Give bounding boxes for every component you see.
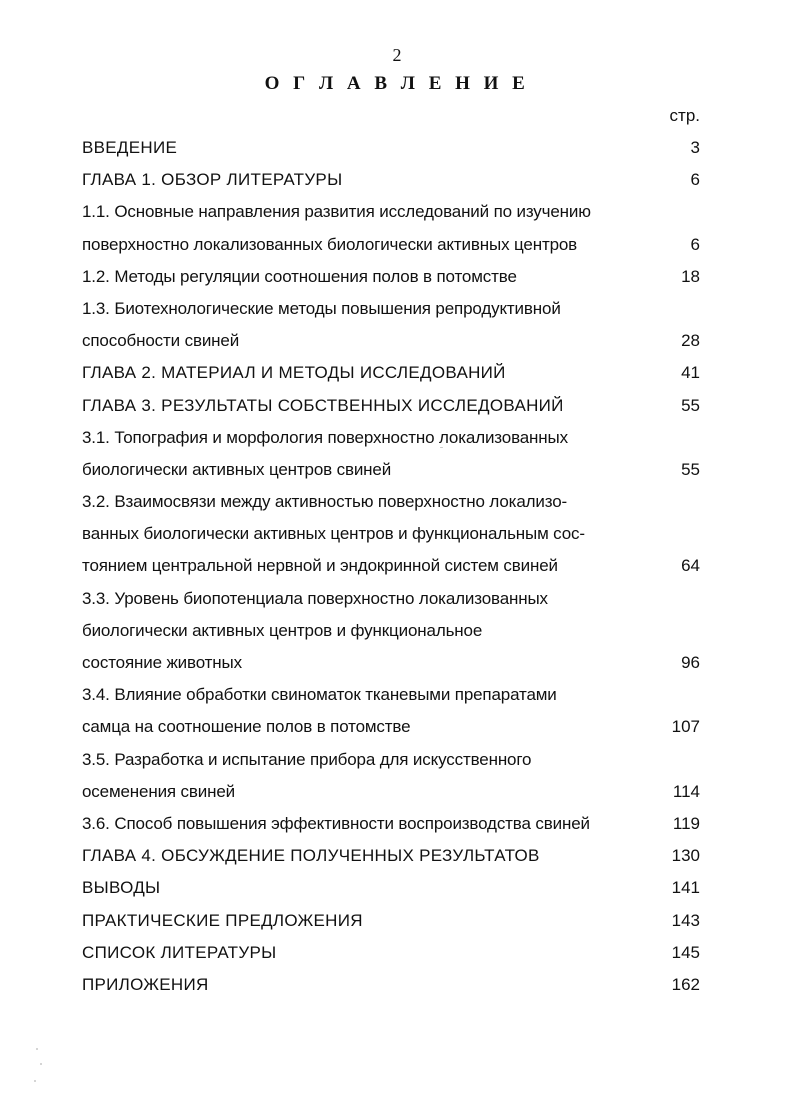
- toc-entry-line: 3.5. Разработка и испытание прибора для искусственного: [82, 749, 532, 769]
- toc-entry-page: 130: [671, 846, 700, 866]
- toc-entry-line: 1.3. Биотехнологические методы повышения репродуктивной: [82, 298, 561, 318]
- table-of-contents: [82, 132, 700, 1001]
- toc-entry-line: биологически активных центров свиней: [82, 459, 392, 479]
- toc-entry-page: 141: [671, 878, 700, 898]
- toc-entry-page: 162: [671, 974, 700, 994]
- toc-entry-line: ПРИЛОЖЕНИЯ: [82, 974, 209, 994]
- toc-entry-page: 6: [690, 234, 700, 254]
- toc-entry-title: [82, 840, 642, 872]
- toc-entry-page: 41: [681, 363, 700, 383]
- toc-entry: [82, 937, 700, 969]
- toc-entry-title: [82, 905, 642, 937]
- toc-entry-page: 114: [672, 781, 700, 801]
- toc-entry-line: ПРАКТИЧЕСКИЕ ПРЕДЛОЖЕНИЯ: [82, 910, 363, 930]
- toc-entry-line: ВВЕДЕНИЕ: [82, 138, 178, 157]
- toc-entry-page: 3: [690, 138, 700, 157]
- toc-entry-line: 1.1. Основные направления развития исследований по изучению: [82, 202, 591, 222]
- toc-title: О Г Л А В Л Е Н И Е: [264, 73, 530, 94]
- toc-entry-page: 107: [671, 717, 700, 737]
- toc-entry-title: [82, 357, 642, 389]
- toc-entry: [82, 164, 700, 196]
- toc-entry: [82, 744, 700, 808]
- toc-entry: [82, 422, 700, 486]
- toc-entry: [82, 486, 700, 583]
- toc-entry-title: [82, 164, 642, 196]
- toc-entry: [82, 261, 700, 293]
- toc-entry-title: [82, 261, 642, 293]
- toc-entry: [82, 840, 700, 872]
- toc-entry-page: 55: [681, 459, 700, 479]
- toc-entry-title: [82, 293, 642, 357]
- toc-entry-title: [82, 679, 642, 743]
- toc-entry: [82, 293, 700, 357]
- toc-entry-line: ГЛАВА 4. ОБСУЖДЕНИЕ ПОЛУЧЕННЫХ РЕЗУЛЬТАТОВ: [82, 846, 540, 866]
- toc-entry-title: [82, 486, 642, 583]
- toc-entry: [82, 905, 700, 937]
- toc-entry: [82, 196, 700, 260]
- toc-entry-line: СПИСОК ЛИТЕРАТУРЫ: [82, 942, 277, 962]
- toc-entry-line: состояние животных: [82, 653, 242, 672]
- toc-entry-line: ГЛАВА 3. РЕЗУЛЬТАТЫ СОБСТВЕННЫХ ИССЛЕДОВАНИЙ: [82, 395, 564, 415]
- scan-speck: [34, 1080, 36, 1082]
- toc-entry-line: ванных биологически активных центров и функциональным сос-: [82, 524, 585, 544]
- toc-entry-line: поверхностно локализованных биологически активных центров: [82, 234, 578, 254]
- toc-entry-page: 28: [681, 331, 700, 351]
- toc-entry-line: самца на соотношение полов в потомстве: [82, 717, 411, 737]
- toc-entry-line: ВЫВОДЫ: [82, 878, 161, 898]
- toc-entry-line: осеменения свиней: [82, 781, 236, 801]
- toc-entry-line: 3.4. Влияние обработки свиноматок тканевыми препаратами: [82, 685, 557, 705]
- toc-entry-page: 143: [671, 910, 700, 930]
- toc-entry: [82, 872, 700, 904]
- toc-entry-page: 55: [681, 395, 700, 415]
- toc-entry: [82, 583, 700, 680]
- toc-entry-title: [82, 969, 642, 1001]
- toc-entry-line: ГЛАВА 1. ОБЗОР ЛИТЕРАТУРЫ: [82, 170, 343, 190]
- toc-entry-title: [82, 196, 642, 260]
- toc-entry-line: 1.2. Методы регуляции соотношения полов в потомстве: [82, 266, 517, 286]
- toc-entry-line: 3.2. Взаимосвязи между активностью поверхностно локализо-: [82, 492, 568, 512]
- toc-entry: [82, 132, 700, 164]
- page-column-label: стр.: [669, 106, 700, 125]
- toc-entry-line: 3.3. Уровень биопотенциала поверхностно локализованных: [82, 588, 548, 608]
- toc-entry: [82, 969, 700, 1001]
- toc-entry-title: [82, 872, 642, 904]
- toc-entry-line: ГЛАВА 2. МАТЕРИАЛ И МЕТОДЫ ИССЛЕДОВАНИЙ: [82, 363, 506, 383]
- scan-speck: [440, 447, 443, 448]
- toc-entry-title: [82, 422, 642, 486]
- toc-entry: [82, 357, 700, 389]
- toc-entry-title: [82, 583, 642, 680]
- toc-entry-line: биологически активных центров и функциональное: [82, 620, 483, 640]
- toc-entry-line: тоянием центральной нервной и эндокринной систем свиней: [82, 556, 558, 576]
- page-number: 2: [392, 45, 402, 65]
- toc-entry-page: 64: [681, 556, 700, 576]
- scan-speck: [40, 1063, 42, 1065]
- toc-entry-title: [82, 390, 642, 422]
- toc-entry: [82, 390, 700, 422]
- toc-entry-page: 145: [671, 942, 700, 962]
- toc-entry-page: 96: [681, 653, 700, 672]
- toc-entry-title: [82, 808, 642, 840]
- toc-entry-page: 6: [690, 170, 700, 190]
- toc-entry: [82, 679, 700, 743]
- toc-entry-title: [82, 744, 642, 808]
- toc-entry-page: 18: [681, 266, 700, 286]
- toc-entry: [82, 808, 700, 840]
- toc-entry-title: [82, 132, 642, 164]
- toc-entry-page: 119: [672, 813, 700, 833]
- toc-entry-line: 3.6. Способ повышения эффективности воспроизводства свиней: [82, 813, 590, 833]
- toc-entry-line: способности свиней: [82, 331, 240, 351]
- scan-speck: [36, 1048, 38, 1050]
- toc-entry-line: 3.1. Топография и морфология поверхностно локализованных: [82, 427, 568, 447]
- toc-entry-title: [82, 937, 642, 969]
